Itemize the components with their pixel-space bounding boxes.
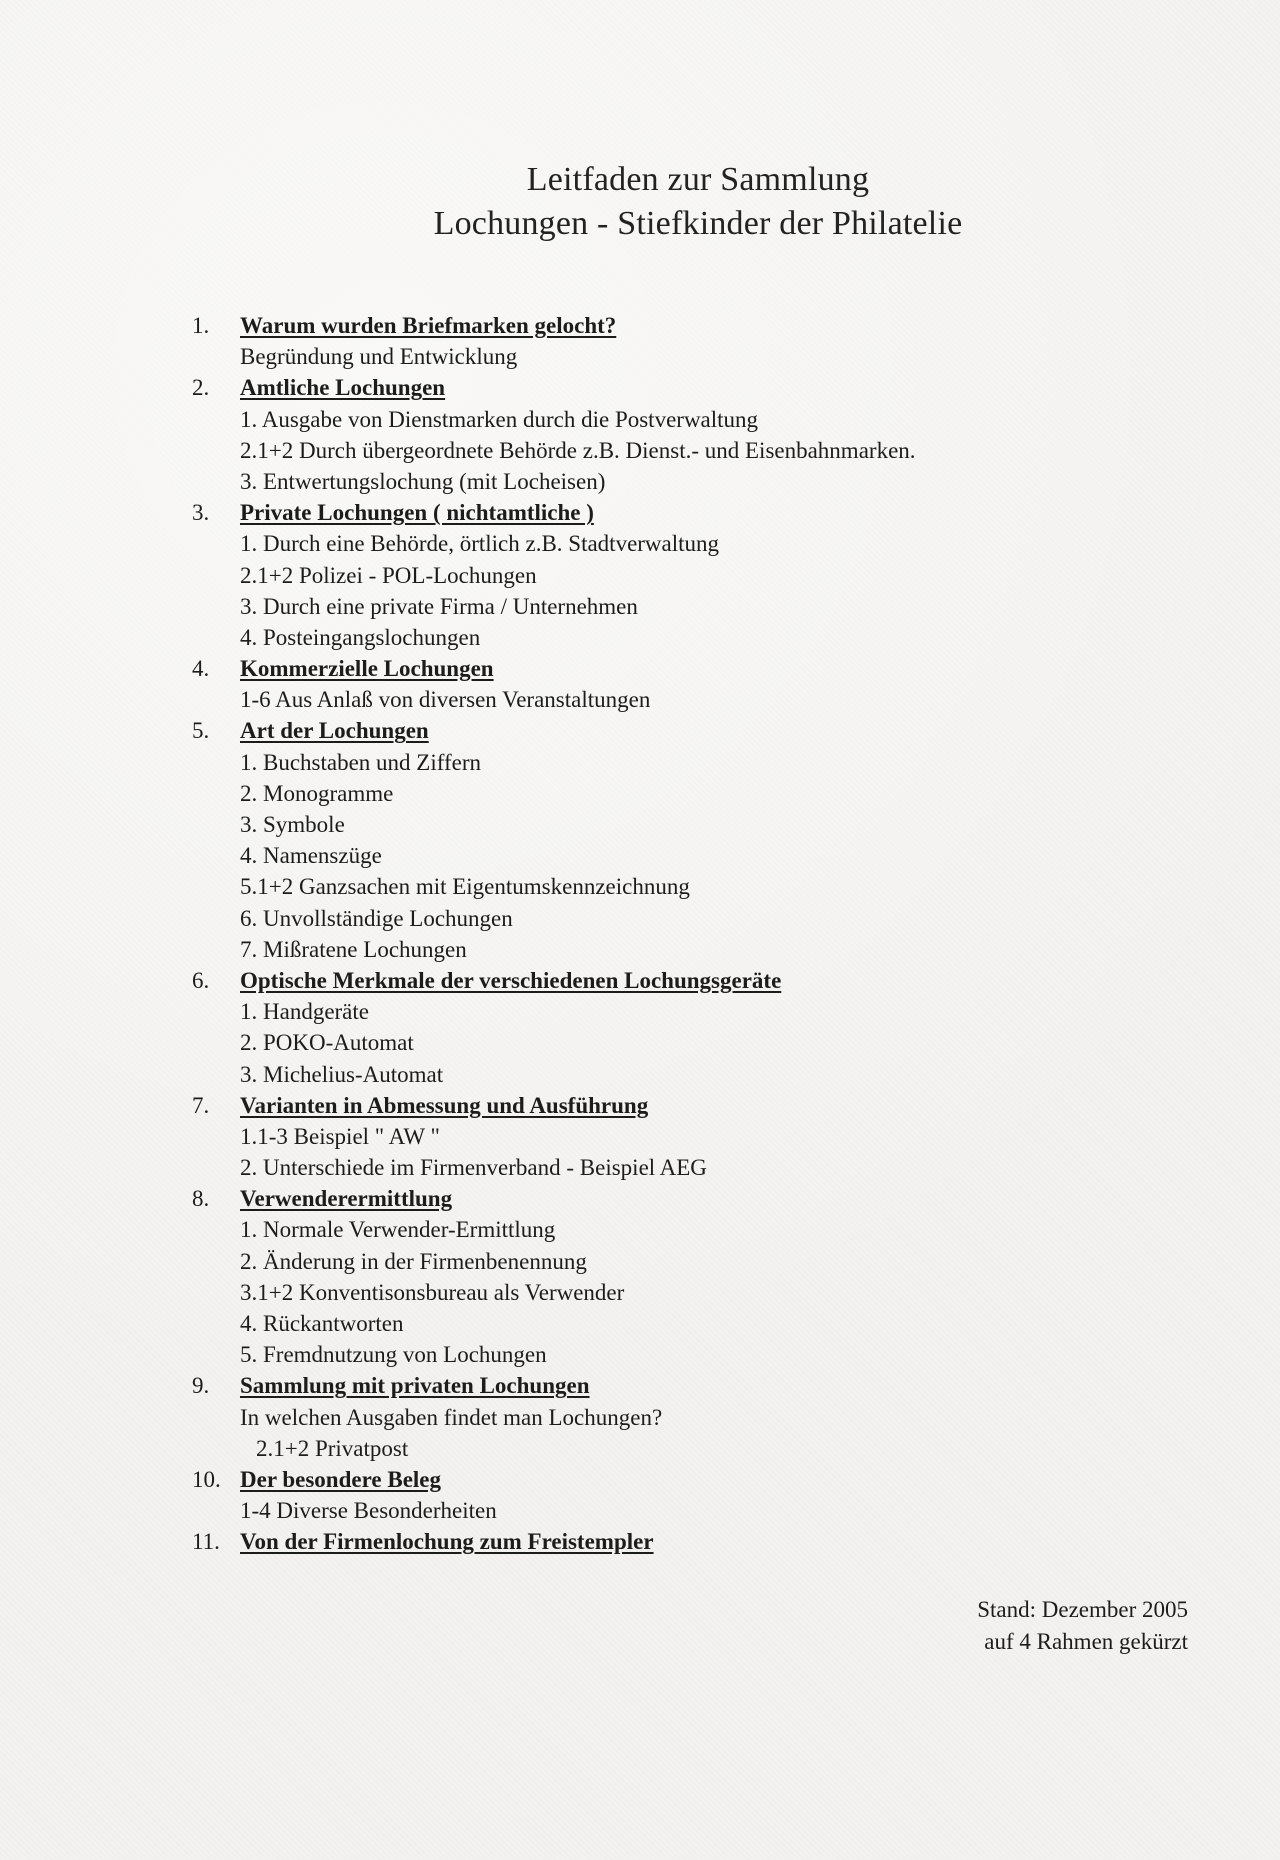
section-item: 1. Ausgabe von Dienstmarken durch die Postverwaltung bbox=[240, 406, 759, 432]
document-status bbox=[977, 1594, 1188, 1658]
section-item: 6. Unvollständige Lochungen bbox=[240, 905, 513, 931]
section-heading: Sammlung mit privaten Lochungen bbox=[240, 1373, 590, 1399]
section-row bbox=[192, 653, 1092, 684]
section-row bbox=[192, 1183, 1092, 1214]
section-item: 5.1+2 Ganzsachen mit Eigentumskennzeichnung bbox=[240, 874, 690, 900]
section-item-row bbox=[192, 1308, 1092, 1339]
section-item-row bbox=[192, 840, 1092, 871]
section-item-row bbox=[192, 903, 1092, 934]
section-item: 2.1+2 Privatpost bbox=[256, 1435, 409, 1461]
section-number: 11. bbox=[192, 1529, 220, 1555]
section-row bbox=[192, 1090, 1092, 1121]
section-row bbox=[192, 1370, 1092, 1401]
section-number: 5. bbox=[192, 718, 210, 744]
section-item: Begründung und Entwicklung bbox=[240, 344, 518, 370]
section-item-row bbox=[192, 778, 1092, 809]
section-item: 2.1+2 Polizei - POL-Lochungen bbox=[240, 562, 537, 588]
section-item: 4. Posteingangslochungen bbox=[240, 624, 481, 650]
section-item-row bbox=[192, 747, 1092, 778]
section-row bbox=[192, 715, 1092, 746]
section-item-row bbox=[192, 1433, 1092, 1464]
section-item: 1. Durch eine Behörde, örtlich z.B. Stadtverwaltung bbox=[240, 531, 720, 557]
section-item: 3. Michelius-Automat bbox=[240, 1061, 444, 1087]
section-item: 1.1-3 Beispiel " AW " bbox=[240, 1123, 440, 1149]
section-item: 4. Rückantworten bbox=[240, 1311, 404, 1336]
section-item: 3. Symbole bbox=[240, 812, 345, 837]
section-item-row bbox=[192, 1495, 1092, 1526]
section-row bbox=[192, 310, 1092, 341]
section-item-row bbox=[192, 1059, 1092, 1090]
section-number: 6. bbox=[192, 967, 210, 993]
section-item: 2. Unterschiede im Firmenverband - Beispiel AEG bbox=[240, 1155, 707, 1181]
section-item-row bbox=[192, 341, 1092, 372]
document-title bbox=[0, 158, 1280, 246]
section-heading: Private Lochungen ( nichtamtliche ) bbox=[240, 500, 594, 526]
section-item: 4. Namenszüge bbox=[240, 843, 382, 869]
section-item-row bbox=[192, 684, 1092, 715]
section-heading: Verwenderermittlung bbox=[240, 1186, 453, 1212]
section-heading: Warum wurden Briefmarken gelocht? bbox=[240, 313, 617, 338]
section-item-row bbox=[192, 1121, 1092, 1152]
table-of-contents bbox=[192, 310, 1092, 1558]
section-number: 1. bbox=[192, 313, 210, 338]
section-item-row bbox=[192, 1246, 1092, 1277]
section-item: 1. Handgeräte bbox=[240, 999, 369, 1025]
section-item: 1-4 Diverse Besonderheiten bbox=[240, 1498, 497, 1524]
section-number: 7. bbox=[192, 1092, 210, 1118]
section-number: 4. bbox=[192, 656, 210, 682]
section-row bbox=[192, 497, 1092, 528]
section-item-row bbox=[192, 591, 1092, 622]
section-row bbox=[192, 1464, 1092, 1495]
section-item-row bbox=[192, 622, 1092, 653]
section-number: 10. bbox=[192, 1466, 221, 1492]
section-item-row bbox=[192, 934, 1092, 965]
section-item-row bbox=[192, 528, 1092, 559]
title-line-2: Lochungen - Stiefkinder der Philatelie bbox=[433, 205, 963, 242]
section-heading: Optische Merkmale der verschiedenen Lochungsgeräte bbox=[240, 967, 782, 993]
section-item-row bbox=[192, 1214, 1092, 1245]
section-item: 7. Mißratene Lochungen bbox=[240, 936, 467, 962]
section-item-row bbox=[192, 1339, 1092, 1370]
section-item-row bbox=[192, 404, 1092, 435]
section-row bbox=[192, 965, 1092, 996]
section-item: 2. Änderung in der Firmenbenennung bbox=[240, 1248, 587, 1274]
section-item-row bbox=[192, 1152, 1092, 1183]
section-item: 1. Normale Verwender-Ermittlung bbox=[240, 1217, 556, 1243]
section-item: 1-6 Aus Anlaß von diversen Veranstaltungen bbox=[240, 687, 651, 713]
section-heading: Varianten in Abmessung und Ausführung bbox=[240, 1092, 649, 1118]
section-heading: Art der Lochungen bbox=[240, 718, 429, 744]
section-item: 5. Fremdnutzung von Lochungen bbox=[240, 1342, 547, 1368]
section-item-row bbox=[192, 996, 1092, 1027]
section-item-row bbox=[192, 1402, 1092, 1433]
section-item: 1. Buchstaben und Ziffern bbox=[240, 749, 482, 775]
section-number: 8. bbox=[192, 1186, 210, 1212]
status-note: auf 4 Rahmen gekürzt bbox=[984, 1629, 1188, 1654]
section-item-row bbox=[192, 466, 1092, 497]
section-heading: Der besondere Beleg bbox=[240, 1466, 442, 1492]
section-item: 2. POKO-Automat bbox=[240, 1030, 414, 1056]
section-number: 9. bbox=[192, 1373, 210, 1399]
status-date: Stand: Dezember 2005 bbox=[977, 1597, 1188, 1622]
section-row bbox=[192, 1526, 1092, 1557]
section-item: 3. Durch eine private Firma / Unternehmen bbox=[240, 593, 638, 619]
section-item: 2.1+2 Durch übergeordnete Behörde z.B. Dienst.- und Eisenbahnmarken. bbox=[240, 437, 916, 463]
section-item-row bbox=[192, 871, 1092, 902]
section-heading: Kommerzielle Lochungen bbox=[240, 656, 494, 682]
title-line-1: Leitfaden zur Sammlung bbox=[526, 161, 870, 198]
section-item-row bbox=[192, 1277, 1092, 1308]
section-item: In welchen Ausgaben findet man Lochungen? bbox=[240, 1404, 663, 1430]
section-item: 3. Entwertungslochung (mit Locheisen) bbox=[240, 468, 606, 494]
section-item-row bbox=[192, 809, 1092, 840]
section-number: 2. bbox=[192, 375, 210, 401]
section-item-row bbox=[192, 560, 1092, 591]
section-row bbox=[192, 372, 1092, 403]
section-item: 3.1+2 Konventisonsbureau als Verwender bbox=[240, 1279, 625, 1305]
section-item: 2. Monogramme bbox=[240, 780, 394, 806]
section-heading: Von der Firmenlochung zum Freistempler bbox=[240, 1529, 654, 1555]
section-heading: Amtliche Lochungen bbox=[240, 375, 446, 401]
section-item-row bbox=[192, 1027, 1092, 1058]
section-item-row bbox=[192, 435, 1092, 466]
section-number: 3. bbox=[192, 500, 210, 526]
